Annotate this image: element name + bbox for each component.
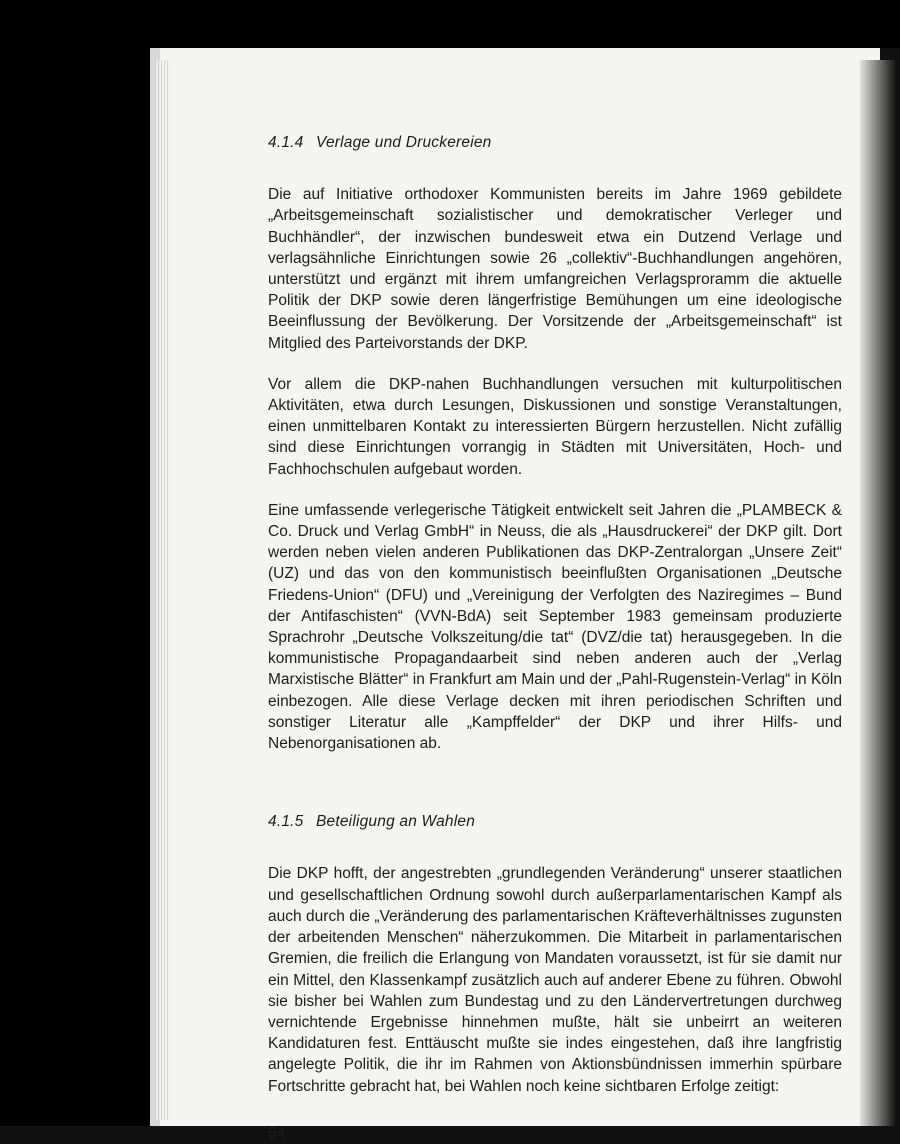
paragraph: Eine umfassende verlegerische Tätigkeit entwickelt seit Jahren die „PLAMBECK & Co. Druck und Verlag GmbH“ in Neuss, die als „Hausdruckerei“ der DKP gilt. Dort werden neben vielen anderen Publikationen das DKP-Zentralorgan „Unsere Zeit“ (UZ) und das von den kommunistisch beeinflußten Organisationen „Deutsche Friedens-Union“ (DFU) und „Vereinigung der Verfolgten des Naziregimes – Bund der Antifaschisten“ (VVN-BdA) seit September 1983 gemeinsam produzierte Sprachrohr „Deutsche Volkszeitung/die tat“ (DVZ/die tat) herausgegeben. In die kommunistische Propagandaarbeit sind neben anderen auch der „Verlag Marxistische Blätter“ in Frankfurt am Main und der „Pahl-Rugenstein-Verlag“ in Köln einbezogen. Alle diese Verlage decken mit ihren periodischen Schriften und sonstiger Literatur alle „Kampffelder“ der DKP und ihrer Hilfs- und Nebenorganisationen ab. [268,501,842,753]
paragraph: Vor allem die DKP-nahen Buchhandlungen versuchen mit kulturpolitischen Aktivitäten, etwa durch Lesungen, Diskussionen und sonstige Veranstaltungen, einen unmittelbaren Kontakt zu interessierten Bürgern herzustellen. Nicht zufällig sind diese Einrichtungen vorrangig in Städten mit Universitäten, Hoch- und Fachhochschulen aufgebaut worden. [268,375,842,478]
section-number: 4.1.4 [268,134,304,151]
page-stack-edge [155,60,169,1120]
page-number: 54 [268,1124,286,1142]
paragraph: Die auf Initiative orthodoxer Kommunisten bereits im Jahre 1969 gebildete „Arbeitsgemeinschaft sozialistischer und demokratischer Verleger und Buchhändler“, der inzwischen bundesweit etwa ein Dutzend Verlage und verlagsähnliche Einrichtungen sowie 26 „collektiv“-Buchhandlungen angehören, unterstützt und ergänzt mit ihrem umfangreichen Verlagsproramm die aktuelle Politik der DKP sowie deren längerfristige Bemühungen um eine ideologische Beeinflussung der Bevölkerung. Der Vorsitzende der „Arbeitsgemeinschaft“ ist Mitglied des Parteivorstands der DKP. [268,186,842,352]
section-title: Beteiligung an Wahlen [316,813,476,831]
section-heading-4-1-5 [268,811,842,832]
paragraph: Die DKP hofft, der angestrebten „grundlegenden Veränderung“ unserer staatlichen und gesellschaftlichen Ordnung sowohl durch außerparlamentarischen Kampf als auch durch die „Veränderung des parlamentarischen Kräfteverhältnisses zugunsten der arbeitenden Menschen“ näherzukommen. Die Mitarbeit in parlamentarischen Gremien, die freilich die Erlangung von Mandaten voraussetzt, ist für sie damit nur ein Mittel, den Klassenkampf zusätzlich auch auf anderer Ebene zu führen. Obwohl sie bisher bei Wahlen zum Bundestag und zu den Ländervertretungen durchweg vernichtende Ergebnisse hinnehmen mußte, hält sie unbeirrt an weiteren Kandidaturen fest. Enttäuscht mußte sie indes eingestehen, daß ihre langfristig angelegte Politik, die ihr im Rahmen von Aktionsbündnissen immerhin spürbare Fortschritte gebracht hat, bei Wahlen noch keine sichtbaren Erfolge zeitigt: [268,865,842,1095]
section-heading-4-1-4 [268,132,842,153]
scan-background-left [0,0,150,1126]
page-content [268,132,842,1144]
page-curvature-shadow [860,60,900,1126]
section-title: Verlage und Druckereien [316,134,492,151]
section-number: 4.1.5 [268,813,304,831]
